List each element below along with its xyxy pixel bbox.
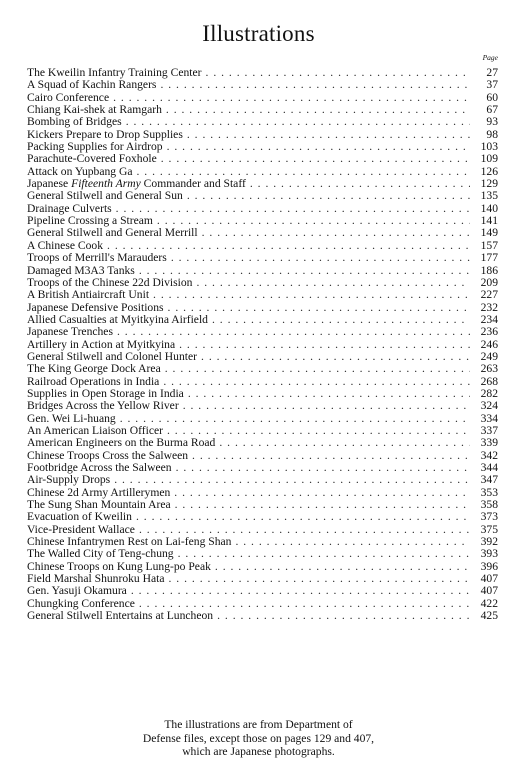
dot-leader — [163, 376, 470, 388]
illustration-title: General Stilwell and General Sun — [27, 189, 183, 203]
illustration-title: Chinese Troops on Kung Lung-po Peak — [27, 559, 211, 573]
illustration-entry — [27, 116, 498, 128]
illustration-entry — [27, 252, 498, 264]
illustration-title: American Engineers on the Burma Road — [27, 436, 216, 450]
illustration-title: Artillery in Action at Myitkyina — [27, 337, 176, 351]
illustration-page-number: 129 — [480, 177, 498, 191]
illustration-title: Allied Casualties at Myitkyina Airfield — [27, 312, 208, 326]
illustration-title-italic: Fifteenth Army — [71, 177, 141, 191]
illustration-page-number: 149 — [480, 226, 498, 240]
illustration-title: Gen. Yasuji Okamura — [27, 584, 127, 598]
dot-leader — [201, 351, 470, 363]
illustration-page-number: 60 — [486, 90, 498, 104]
dot-leader — [166, 104, 470, 116]
dot-leader — [117, 326, 470, 338]
source-note — [0, 718, 517, 759]
dot-leader — [175, 499, 470, 511]
illustration-page-number: 353 — [480, 485, 498, 499]
illustration-page-number: 37 — [486, 78, 498, 92]
illustration-page-number: 140 — [480, 201, 498, 215]
illustration-entry — [27, 153, 498, 165]
illustration-entry — [27, 474, 498, 486]
dot-leader — [178, 548, 470, 560]
illustration-page-number: 282 — [480, 386, 498, 400]
illustration-title: Troops of the Chinese 22d Division — [27, 275, 193, 289]
dot-leader — [160, 79, 470, 91]
illustration-page-number: 249 — [480, 349, 498, 363]
dot-leader — [114, 474, 470, 486]
illustration-title: Pipeline Crossing a Stream — [27, 214, 153, 228]
illustration-page-number: 422 — [480, 596, 498, 610]
dot-leader — [196, 277, 470, 289]
illustration-page-number: 141 — [480, 214, 498, 228]
illustration-page-number: 407 — [480, 584, 498, 598]
dot-leader — [120, 413, 470, 425]
illustration-page-number: 268 — [480, 374, 498, 388]
illustration-title-part: Japanese — [27, 177, 72, 191]
dot-leader — [215, 561, 470, 573]
illustration-page-number: 67 — [486, 103, 498, 117]
illustration-page-number: 393 — [480, 547, 498, 561]
illustration-page-number: 27 — [486, 66, 498, 79]
illustration-page-number: 339 — [480, 436, 498, 450]
illustration-page-number: 209 — [480, 275, 498, 289]
illustration-title: Parachute-Covered Foxhole — [27, 152, 157, 166]
dot-leader — [169, 573, 471, 585]
dot-leader — [116, 203, 470, 215]
dot-leader — [188, 388, 470, 400]
dot-leader — [250, 178, 470, 190]
illustration-title: A Chinese Cook — [27, 238, 104, 252]
illustration-entry — [27, 190, 498, 202]
dot-leader — [168, 302, 470, 314]
illustration-page-number: 373 — [480, 510, 498, 524]
illustration-title: Chiang Kai-shek at Ramgarh — [27, 103, 162, 117]
illustration-entry — [27, 363, 498, 375]
illustration-title: The Sung Shan Mountain Area — [27, 498, 171, 512]
illustration-title: Bombing of Bridges — [27, 115, 122, 129]
illustration-title: An American Liaison Officer — [27, 423, 163, 437]
illustration-entry — [27, 265, 498, 277]
illustration-title: Japanese Trenches — [27, 325, 113, 339]
illustration-entry — [27, 400, 498, 412]
illustration-page-number: 232 — [480, 300, 498, 314]
illustration-page-number: 177 — [480, 251, 498, 265]
illustration-page-number: 344 — [480, 461, 498, 474]
illustration-title: The Kweilin Infantry Training Center — [27, 66, 202, 79]
illustration-page-number: 358 — [480, 498, 498, 512]
dot-leader — [113, 92, 470, 104]
illustration-entry — [27, 610, 498, 622]
source-note-line: which are Japanese photographs. — [182, 745, 335, 758]
illustration-title: A Squad of Kachin Rangers — [27, 78, 157, 92]
illustration-entry — [27, 511, 498, 523]
illustration-title: Field Marshal Shunroku Hata — [27, 572, 165, 586]
illustration-title: Chinese Troops Cross the Salween — [27, 448, 189, 462]
dot-leader — [136, 511, 470, 523]
illustration-entry — [27, 548, 498, 560]
dot-leader — [179, 339, 470, 351]
illustration-page-number: 396 — [480, 559, 498, 573]
dot-leader — [212, 314, 470, 326]
illustration-title: Vice-President Wallace — [27, 522, 135, 536]
illustration-page-number: 135 — [480, 189, 498, 203]
dot-leader — [219, 437, 470, 449]
illustration-entry — [27, 289, 498, 301]
illustration-title: Attack on Yupbang Ga — [27, 164, 133, 178]
illustrations-list — [27, 67, 498, 622]
illustration-page-number: 375 — [480, 522, 498, 536]
illustration-title: Chinese Infantrymen Rest on Lai-feng Shan — [27, 535, 232, 549]
illustration-entry — [27, 227, 498, 239]
illustration-page-number: 234 — [480, 312, 498, 326]
illustration-title: Bridges Across the Yellow River — [27, 399, 179, 413]
dot-leader — [192, 450, 470, 462]
illustration-title: General Stilwell Entertains at Luncheon — [27, 609, 214, 623]
illustration-title: Footbridge Across the Salween — [27, 461, 172, 474]
dot-leader — [174, 487, 470, 499]
illustration-title: Packing Supplies for Airdrop — [27, 140, 163, 154]
illustration-title: Troops of Merrill's Marauders — [27, 251, 167, 265]
illustration-title: Japanese Defensive Positions — [27, 300, 164, 314]
illustration-title: General Stilwell and Colonel Hunter — [27, 349, 198, 363]
dot-leader — [126, 116, 470, 128]
illustration-page-number: 103 — [480, 140, 498, 154]
illustration-page-number: 337 — [480, 423, 498, 437]
illustration-title: Kickers Prepare to Drop Supplies — [27, 127, 183, 141]
illustration-title: Railroad Operations in India — [27, 374, 160, 388]
illustration-title: Cairo Conference — [27, 90, 110, 104]
illustration-page-number: 334 — [480, 411, 498, 425]
dot-leader — [187, 129, 470, 141]
illustration-page-number: 98 — [486, 127, 498, 141]
illustration-entry — [27, 437, 498, 449]
illustration-page-number: 392 — [480, 535, 498, 549]
illustration-entry — [27, 79, 498, 91]
illustration-title: A British Antiaircraft Unit — [27, 288, 150, 302]
illustration-title: Damaged M3A3 Tanks — [27, 263, 135, 277]
illustration-title: Drainage Culverts — [27, 201, 112, 215]
illustration-page-number: 342 — [480, 448, 498, 462]
dot-leader — [171, 252, 470, 264]
illustration-page-number: 109 — [480, 152, 498, 166]
dot-leader — [206, 67, 470, 79]
dot-leader — [157, 215, 470, 227]
dot-leader — [131, 585, 470, 597]
source-note-line: The illustrations are from Department of — [164, 718, 353, 731]
dot-leader — [167, 141, 470, 153]
dot-leader — [217, 610, 470, 622]
illustration-page-number: 186 — [480, 263, 498, 277]
illustration-title: Gen. Wei Li-huang — [27, 411, 116, 425]
illustration-page-number: 263 — [480, 362, 498, 376]
illustration-page-number: 347 — [480, 473, 498, 487]
dot-leader — [176, 462, 470, 474]
illustration-title: General Stilwell and General Merrill — [27, 226, 198, 240]
illustration-title: The Walled City of Teng-chung — [27, 547, 174, 561]
illustration-title: Air-Supply Drops — [27, 473, 111, 487]
dot-leader — [139, 265, 470, 277]
illustration-title-part: Commander and Staff — [140, 177, 246, 191]
illustration-page-number: 425 — [480, 609, 498, 623]
dot-leader — [183, 400, 470, 412]
illustration-page-number: 407 — [480, 572, 498, 586]
dot-leader — [165, 363, 470, 375]
illustration-title: Evacuation of Kweilin — [27, 510, 132, 524]
illustration-title: The King George Dock Area — [27, 362, 161, 376]
illustration-page-number: 93 — [486, 115, 498, 129]
illustration-page-number: 236 — [480, 325, 498, 339]
illustration-entry — [27, 585, 498, 597]
illustration-title: Chungking Conference — [27, 596, 135, 610]
dot-leader — [235, 536, 470, 548]
page-title: Illustrations — [202, 21, 315, 46]
illustration-page-number: 324 — [480, 399, 498, 413]
illustration-page-number: 157 — [480, 238, 498, 252]
dot-leader — [153, 289, 470, 301]
dot-leader — [202, 227, 470, 239]
illustration-page-number: 227 — [480, 288, 498, 302]
illustration-title: Chinese 2d Army Artillerymen — [27, 485, 171, 499]
dot-leader — [161, 153, 470, 165]
illustration-page-number: 246 — [480, 337, 498, 351]
illustration-title: Supplies in Open Storage in India — [27, 386, 184, 400]
illustration-entry — [27, 326, 498, 338]
page-column-label: Page — [482, 53, 498, 62]
dot-leader — [187, 190, 470, 202]
source-note-line: Defense files, except those on pages 129 and 407, — [142, 731, 375, 745]
illustration-page-number: 126 — [480, 164, 498, 178]
